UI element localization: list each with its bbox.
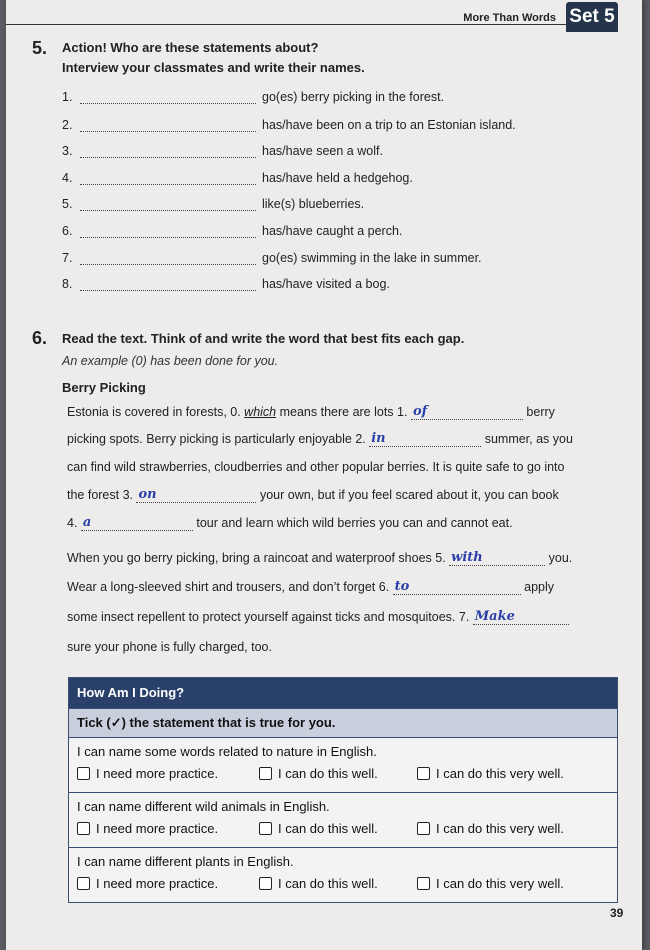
text-segment: some insect repellent to protect yourself against ticks and mosquitoes. 7. — [67, 610, 473, 624]
exercise-5-title-rest: Who are these statements about? — [106, 40, 319, 55]
item-text: has/have been on a trip to an Estonian island. — [262, 118, 516, 132]
item-number: 3. — [62, 144, 73, 158]
handwritten-answer: with — [451, 550, 483, 565]
item-text: has/have seen a wolf. — [262, 144, 383, 158]
option-label: I can do this very well. — [436, 876, 564, 891]
row-statement: I can name some words related to nature in English. — [77, 744, 377, 759]
list-item — [62, 251, 582, 269]
text-segment: you. — [545, 551, 573, 565]
self-assessment-table — [68, 677, 618, 903]
handwritten-answer: of — [412, 404, 428, 419]
text-segment: When you go berry picking, bring a raincoat and waterproof shoes 5. — [67, 551, 450, 565]
option-very-well[interactable] — [417, 821, 564, 836]
item-text: go(es) berry picking in the forest. — [262, 90, 445, 104]
text-line — [67, 432, 573, 447]
text-segment: tour and learn which wild berries you can and cannot eat. — [192, 516, 513, 530]
list-item — [62, 171, 582, 189]
table-instruction: Tick (✓) the statement that is true for you. — [69, 708, 617, 737]
header-title: More Than Words — [463, 12, 556, 24]
gap-6[interactable] — [393, 580, 521, 595]
table-row — [69, 737, 617, 792]
option-label: I can do this well. — [278, 821, 378, 836]
item-number: 4. — [62, 171, 73, 185]
handwritten-answer: a — [82, 515, 92, 530]
item-number: 5. — [62, 197, 73, 211]
table-title: How Am I Doing? — [69, 678, 617, 708]
item-number: 2. — [62, 118, 73, 132]
list-item — [62, 277, 582, 295]
gap-3[interactable] — [136, 488, 256, 503]
option-do-well[interactable] — [259, 876, 378, 891]
checkbox[interactable] — [77, 877, 90, 890]
text-segment: apply — [520, 580, 555, 594]
list-item — [62, 118, 582, 136]
option-do-well[interactable] — [259, 766, 378, 781]
checkbox[interactable] — [417, 822, 430, 835]
handwritten-answer: Make — [474, 609, 515, 624]
text-segment: Estonia is covered in forests, 0. — [67, 405, 245, 419]
gap-1[interactable] — [411, 405, 523, 420]
item-number: 8. — [62, 277, 73, 291]
handwritten-answer: on — [138, 487, 157, 502]
name-answer-line[interactable] — [80, 290, 256, 291]
text-line — [67, 551, 572, 566]
item-text: like(s) blueberries. — [262, 197, 365, 211]
text-line — [67, 488, 559, 503]
handwritten-answer: to — [394, 579, 410, 594]
text-line: can find wild strawberries, cloudberries and other popular berries. It is quite safe to go into — [67, 460, 565, 474]
checkbox[interactable] — [417, 877, 430, 890]
gap-2[interactable] — [369, 432, 481, 447]
text-segment: the forest 3. — [67, 488, 137, 502]
option-label: I need more practice. — [96, 876, 219, 891]
table-row — [69, 847, 617, 902]
list-item — [62, 90, 582, 108]
workbook-page — [6, 0, 642, 950]
handwritten-answer: in — [371, 431, 386, 446]
option-label: I can do this very well. — [436, 766, 564, 781]
exercise-5-title-bold: Action! — [62, 40, 107, 55]
option-label: I can do this very well. — [436, 821, 564, 836]
gap-5[interactable] — [449, 551, 545, 566]
text-line — [67, 580, 554, 595]
example-answer: which — [244, 405, 277, 419]
exercise-6-title: Read the text. Think of and write the word that best fits each gap. — [62, 331, 465, 346]
text-line — [67, 405, 555, 420]
text-title: Berry Picking — [62, 380, 146, 395]
row-statement: I can name different plants in English. — [77, 854, 294, 869]
checkbox[interactable] — [417, 767, 430, 780]
text-segment: your own, but if you feel scared about it, you can book — [256, 488, 559, 502]
option-very-well[interactable] — [417, 766, 564, 781]
item-number: 7. — [62, 251, 73, 265]
list-item — [62, 197, 582, 215]
name-answer-line[interactable] — [80, 264, 256, 265]
header-rule — [6, 24, 612, 25]
checkbox[interactable] — [77, 822, 90, 835]
item-text: has/have held a hedgehog. — [262, 171, 413, 185]
text-segment: Wear a long-sleeved shirt and trousers, and don’t forget 6. — [67, 580, 393, 594]
page-number: 39 — [610, 906, 624, 920]
text-segment: picking spots. Berry picking is particularly enjoyable 2. — [67, 432, 370, 446]
checkbox[interactable] — [259, 767, 272, 780]
option-label: I need more practice. — [96, 766, 219, 781]
name-answer-line[interactable] — [80, 157, 256, 158]
option-need-practice[interactable] — [77, 876, 218, 891]
text-segment: 4. — [67, 516, 81, 530]
name-answer-line[interactable] — [80, 184, 256, 185]
table-row — [69, 792, 617, 847]
checkbox[interactable] — [77, 767, 90, 780]
option-label: I can do this well. — [278, 766, 378, 781]
option-label: I can do this well. — [278, 876, 378, 891]
item-text: go(es) swimming in the lake in summer. — [262, 251, 482, 265]
list-item — [62, 224, 582, 242]
option-label: I need more practice. — [96, 821, 219, 836]
item-text: has/have visited a bog. — [262, 277, 390, 291]
item-number: 6. — [62, 224, 73, 238]
option-need-practice[interactable] — [77, 821, 218, 836]
exercise-5-title — [62, 40, 318, 55]
option-need-practice[interactable] — [77, 766, 218, 781]
gap-7[interactable] — [473, 610, 569, 625]
exercise-5-instruction: Interview your classmates and write their names. — [62, 60, 365, 75]
text-segment: berry — [522, 405, 555, 419]
text-segment: summer, as you — [481, 432, 573, 446]
checkbox[interactable] — [259, 822, 272, 835]
text-segment: means there are lots 1. — [276, 405, 411, 419]
exercise-6-number: 6. — [32, 328, 48, 348]
checkbox[interactable] — [259, 877, 272, 890]
text-line — [67, 516, 513, 531]
name-answer-line[interactable] — [80, 131, 256, 132]
set-tab: Set 5 — [566, 2, 618, 32]
row-statement: I can name different wild animals in English. — [77, 799, 330, 814]
example-note: An example (0) has been done for you. — [62, 354, 279, 368]
item-number: 1. — [62, 90, 73, 104]
text-line — [67, 610, 569, 625]
gap-4[interactable] — [81, 516, 193, 531]
name-answer-line[interactable] — [80, 210, 256, 211]
option-do-well[interactable] — [259, 821, 378, 836]
exercise-5-number: 5. — [32, 38, 48, 58]
option-very-well[interactable] — [417, 876, 564, 891]
text-line: sure your phone is fully charged, too. — [67, 640, 272, 654]
name-answer-line[interactable] — [80, 237, 256, 238]
item-text: has/have caught a perch. — [262, 224, 403, 238]
name-answer-line[interactable] — [80, 103, 256, 104]
list-item — [62, 144, 582, 162]
